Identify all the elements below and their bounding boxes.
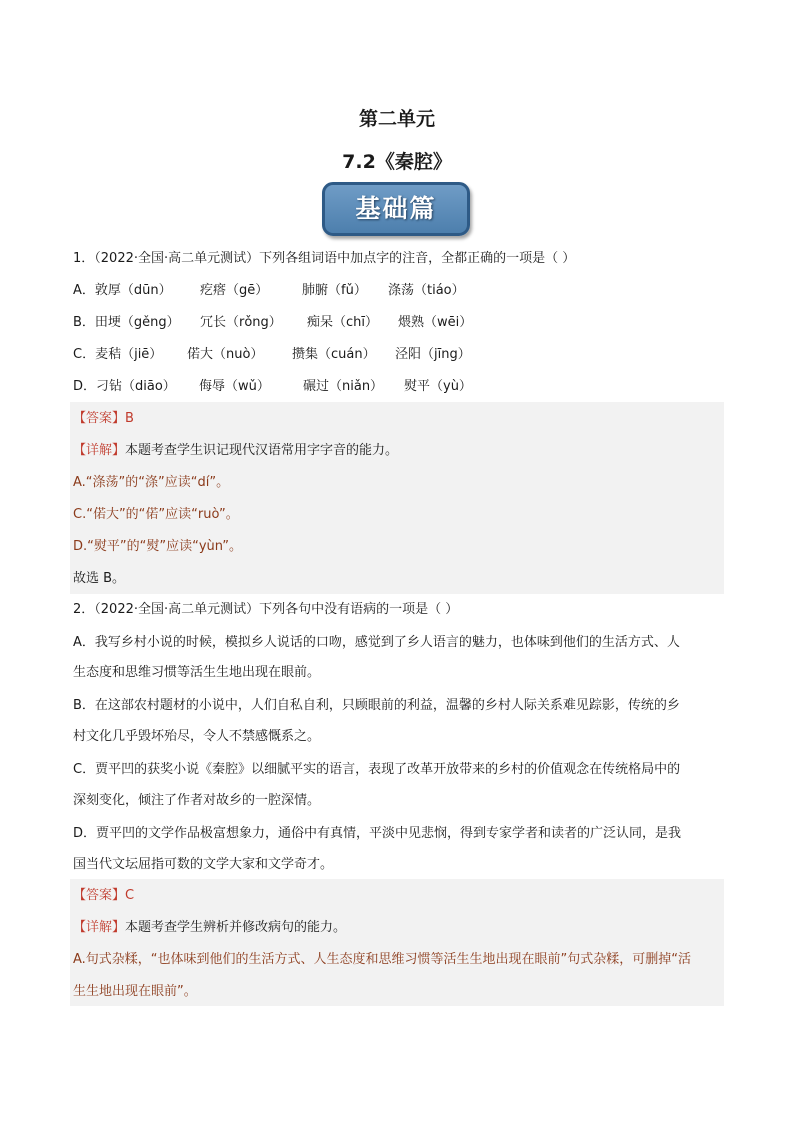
- option-word: 疙瘩（gē）: [200, 283, 269, 298]
- option-word: 痴呆（chī）: [307, 315, 378, 330]
- option-word: 泾阳（jīng）: [395, 347, 471, 362]
- question-2-note: A.句式杂糅，“也体味到他们的生活方式、人生态度和思维习惯等活生生地出现在眼前”句式杂糅，可删掉“活: [73, 952, 692, 967]
- question-1-note: D.“熨平”的“熨”应读“yùn”。: [73, 539, 243, 554]
- detail-label: 【详解】: [73, 443, 126, 458]
- detail-label: 【详解】: [73, 920, 126, 935]
- question-2-line: A．我写乡村小说的时候，模拟乡人说话的口吻，感觉到了乡人语言的魅力，也体味到他们的生活方式、人: [73, 635, 680, 650]
- option-word: A．敦厚（dūn）: [73, 283, 172, 298]
- question-2-line: B．在这部农村题材的小说中，人们自私自利，只顾眼前的利益，温馨的乡村人际关系难见踪影，传统的乡: [73, 698, 680, 713]
- question-1-note: C.“偌大”的“偌”应读“ruò”。: [73, 507, 239, 522]
- detail-text: 本题考查学生辨析并修改病句的能力。: [125, 920, 347, 935]
- question-2-detail: [73, 919, 346, 937]
- question-2-line: C．贾平凹的获奖小说《秦腔》以细腻平实的语言，表现了改革开放带来的乡村的价值观念在传统格局中的: [73, 762, 681, 777]
- question-2-note: 生生地出现在眼前”。: [73, 984, 197, 999]
- option-word: 熨平（yù）: [404, 379, 472, 394]
- question-2-line: 村文化几乎毁坏殆尽，令人不禁感慨系之。: [73, 729, 321, 744]
- question-2-stem: 2．（2022·全国·高二单元测试）下列各句中没有语病的一项是（ ）: [73, 602, 459, 617]
- option-word: 涤荡（tiáo）: [388, 283, 465, 298]
- question-2-answer: [73, 887, 134, 905]
- option-word: 碾过（niǎn）: [303, 379, 384, 394]
- option-word: C．麦秸（jiē）: [73, 347, 163, 362]
- question-2-line: D．贾平凹的文学作品极富想象力，通俗中有真情，平淡中见悲悯，得到专家学者和读者的广泛认同，是我: [73, 826, 682, 841]
- option-word: 肺腑（fǔ）: [302, 283, 367, 298]
- option-word: 侮辱（wǔ）: [199, 379, 270, 394]
- lesson-title: 7.2《秦腔》: [342, 151, 452, 173]
- question-1-detail: [73, 442, 398, 460]
- option-word: 煨熟（wēi）: [398, 315, 473, 330]
- option-word: D．刁钻（diāo）: [73, 379, 176, 394]
- option-word: 偌大（nuò）: [187, 347, 264, 362]
- question-1-stem: 1．（2022·全国·高二单元测试）下列各组词语中加点字的注音，全都正确的一项是（ ）: [73, 251, 576, 266]
- question-1-note: A.“涤荡”的“涤”应读“dí”。: [73, 475, 230, 490]
- question-2-line: 深刻变化，倾注了作者对故乡的一腔深情。: [73, 793, 321, 808]
- detail-text: 本题考查学生识记现代汉语常用字字音的能力。: [125, 443, 399, 458]
- question-1-answer: [73, 410, 134, 428]
- question-1-conclusion: 故选 B。: [73, 571, 126, 586]
- question-2-line: 国当代文坛屈指可数的文学大家和文学奇才。: [73, 857, 334, 872]
- answer-value: C: [125, 888, 135, 903]
- option-word: B．田埂（gěng）: [73, 315, 180, 330]
- answer-label: 【答案】: [73, 411, 126, 426]
- option-word: 冗长（rǒng）: [200, 315, 282, 330]
- option-word: 攒集（cuán）: [292, 347, 376, 362]
- answer-label: 【答案】: [73, 888, 126, 903]
- unit-title: 第二单元: [358, 108, 435, 130]
- question-2-line: 生态度和思维习惯等活生生地出现在眼前。: [73, 665, 321, 680]
- question-1-answer-box: [70, 402, 724, 594]
- section-badge: 基础篇: [322, 182, 470, 236]
- answer-value: B: [125, 411, 134, 426]
